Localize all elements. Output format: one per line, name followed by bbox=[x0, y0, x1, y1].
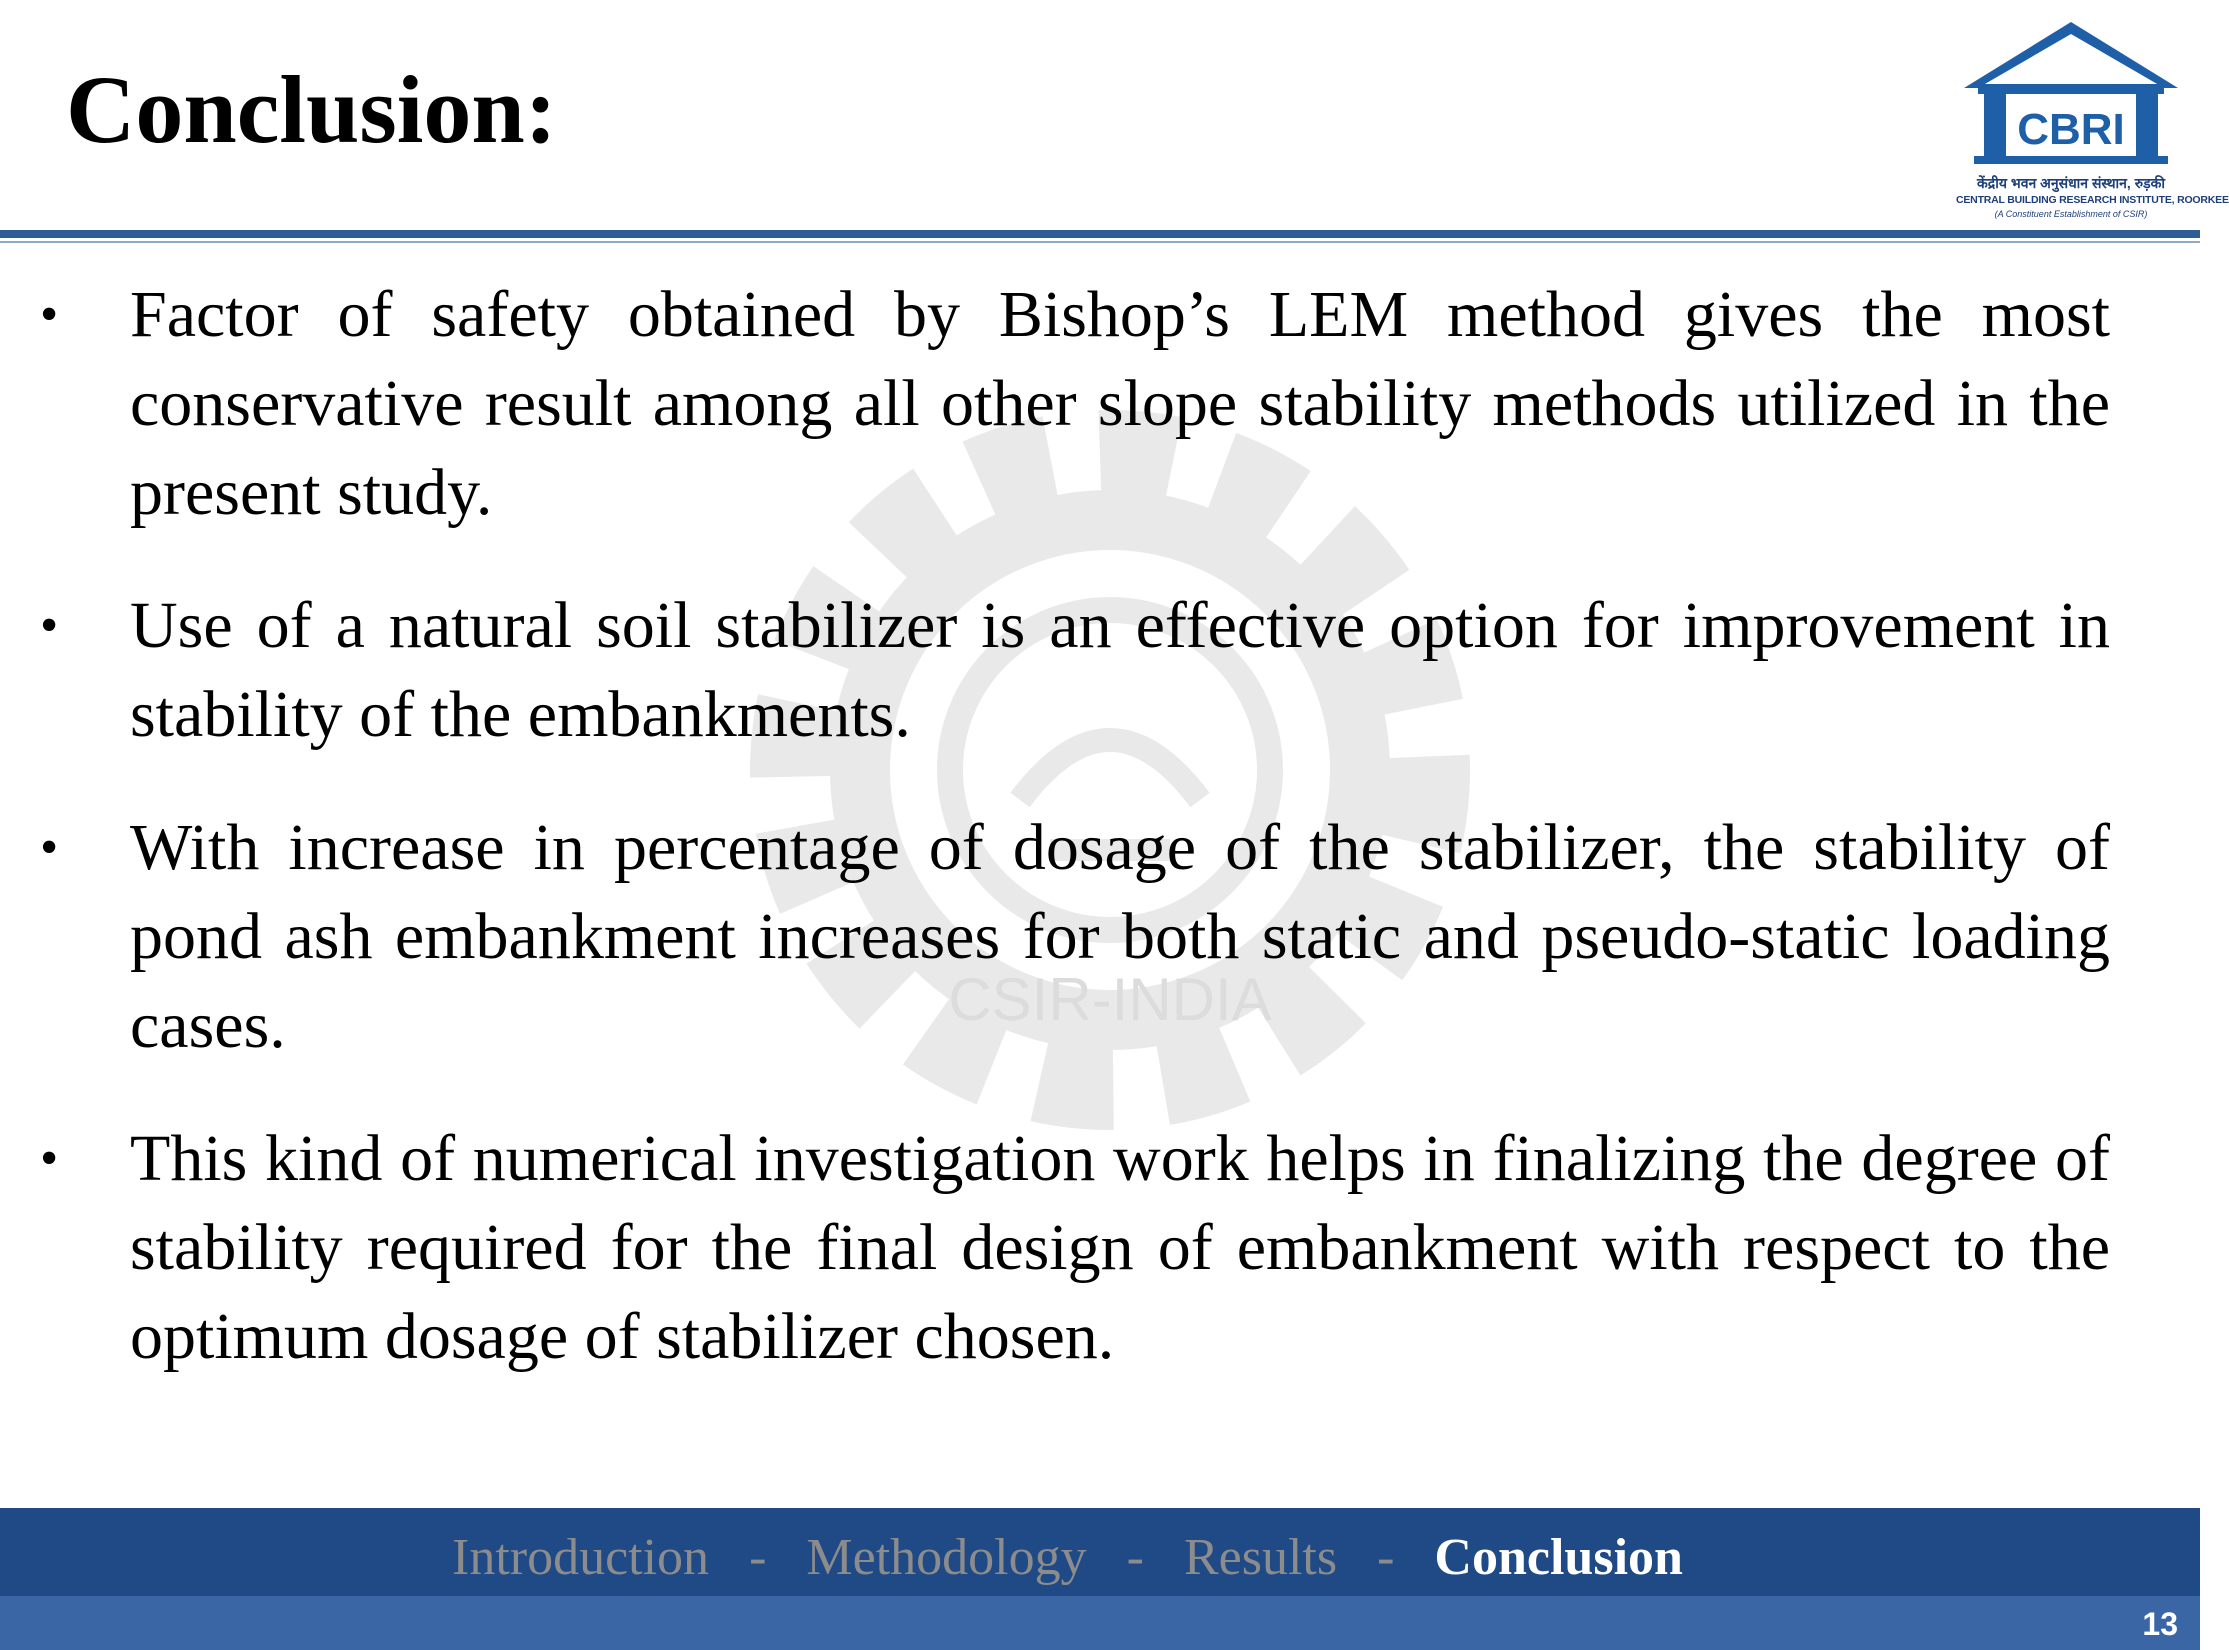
list-item bbox=[40, 581, 2110, 759]
footer-bar bbox=[0, 1596, 2200, 1650]
bullet-text: This kind of numerical investigation work helps in finalizing the degree of stability required for the final design of embankment with respect to the optimum dosage of stabilizer chosen. bbox=[130, 1122, 2110, 1373]
section-navigation bbox=[452, 1528, 1683, 1588]
list-item bbox=[40, 1114, 2110, 1381]
nav-item-methodology[interactable]: Methodology bbox=[806, 1529, 1087, 1586]
logo-hindi-name: केंद्रीय भवन अनुसंधान संस्थान, रुड़की bbox=[1977, 175, 2165, 191]
header-divider bbox=[0, 230, 2200, 238]
nav-separator: - bbox=[1126, 1529, 1144, 1586]
bullet-text: Use of a natural soil stabilizer is an effective option for improvement in stability of the embankments. bbox=[130, 589, 2110, 751]
cbri-logo bbox=[1956, 16, 2229, 236]
logo-english-name: CENTRAL BUILDING RESEARCH INSTITUTE, ROORKEE bbox=[1956, 194, 2229, 206]
nav-separator: - bbox=[749, 1529, 767, 1586]
cbri-house-icon bbox=[1956, 16, 2186, 174]
nav-item-results[interactable]: Results bbox=[1183, 1529, 1338, 1586]
nav-separator: - bbox=[1377, 1529, 1395, 1586]
nav-item-introduction[interactable]: Introduction bbox=[452, 1529, 710, 1586]
nav-item-conclusion[interactable]: Conclusion bbox=[1434, 1529, 1683, 1586]
watermark-text: CSIR-INDIA bbox=[948, 966, 1272, 1033]
list-item bbox=[40, 803, 2110, 1070]
bullet-text: With increase in percentage of dosage of the stabilizer, the stability of pond ash embankment increases for both static and pseudo-static loading cases. bbox=[130, 811, 2110, 1062]
page-number: 13 bbox=[2142, 1606, 2178, 1642]
logo-wordmark: CBRI bbox=[2017, 105, 2125, 154]
conclusion-list bbox=[40, 270, 2110, 1425]
bullet-icon: • bbox=[40, 597, 59, 654]
logo-subtitle: (A Constituent Establishment of CSIR) bbox=[1994, 209, 2148, 219]
header-divider-thin bbox=[0, 241, 2200, 243]
bullet-text: Factor of safety obtained by Bishop’s LEM method gives the most conservative result among all other slope stability methods utilized in the present study. bbox=[130, 278, 2110, 529]
bullet-icon: • bbox=[40, 1130, 59, 1187]
bullet-icon: • bbox=[40, 819, 59, 876]
list-item bbox=[40, 270, 2110, 537]
slide-title: Conclusion: bbox=[66, 56, 557, 163]
bullet-icon: • bbox=[40, 286, 59, 343]
